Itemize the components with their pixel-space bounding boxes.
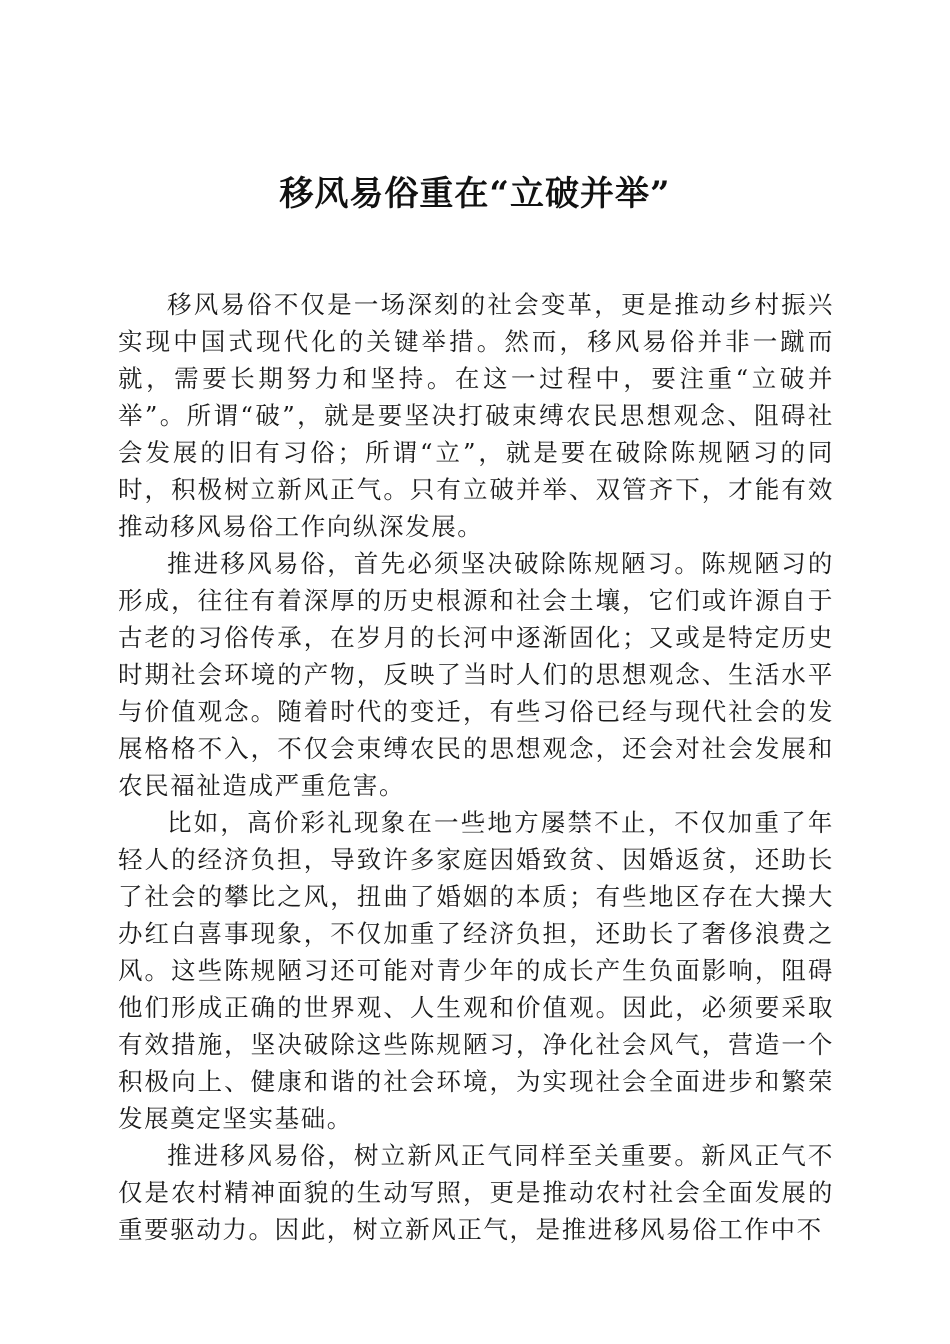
document-title: 移风易俗重在“立破并举” (279, 174, 671, 214)
document-body (118, 286, 834, 1248)
paragraph-4: 推进移风易俗，树立新风正气同样至关重要。新风正气不仅是农村精神面貌的生动写照，更是推动农村社会全面发展的重要驱动力。因此，树立新风正气，是推进移风易俗工作中不 (118, 1141, 834, 1244)
paragraph-2: 推进移风易俗，首先必须坚决破除陈规陋习。陈规陋习的形成，往往有着深厚的历史根源和社会土壤，它们或许源自于古老的习俗传承，在岁月的长河中逐渐固化；又或是特定历史时期社会环境的产物，反映了当时人们的思想观念、生活水平与价值观念。随着时代的变迁，有些习俗已经与现代社会的发展格格不入，不仅会束缚农民的思想观念，还会对社会发展和农民福祉造成严重危害。 (118, 549, 834, 800)
paragraph-3: 比如，高价彩礼现象在一些地方屡禁不止，不仅加重了年轻人的经济负担，导致许多家庭因婚致贫、因婚返贫，还助长了社会的攀比之风，扭曲了婚姻的本质；有些地区存在大操大办红白喜事现象，不仅加重了经济负担，还助长了奢侈浪费之风。这些陈规陋习还可能对青少年的成长产生负面影响，阻碍他们形成正确的世界观、人生观和价值观。因此，必须要采取有效措施，坚决破除这些陈规陋习，净化社会风气，营造一个积极向上、健康和谐的社会环境，为实现社会全面进步和繁荣发展奠定坚实基础。 (118, 808, 834, 1133)
paragraph-1: 移风易俗不仅是一场深刻的社会变革，更是推动乡村振兴实现中国式现代化的关键举措。然而，移风易俗并非一蹴而就，需要长期努力和坚持。在这一过程中，要注重“立破并举”。所谓“破”，就是要坚决打破束缚农民思想观念、阻碍社会发展的旧有习俗；所谓“立”，就是要在破除陈规陋习的同时，积极树立新风正气。只有立破并举、双管齐下，才能有效推动移风易俗工作向纵深发展。 (118, 290, 834, 541)
